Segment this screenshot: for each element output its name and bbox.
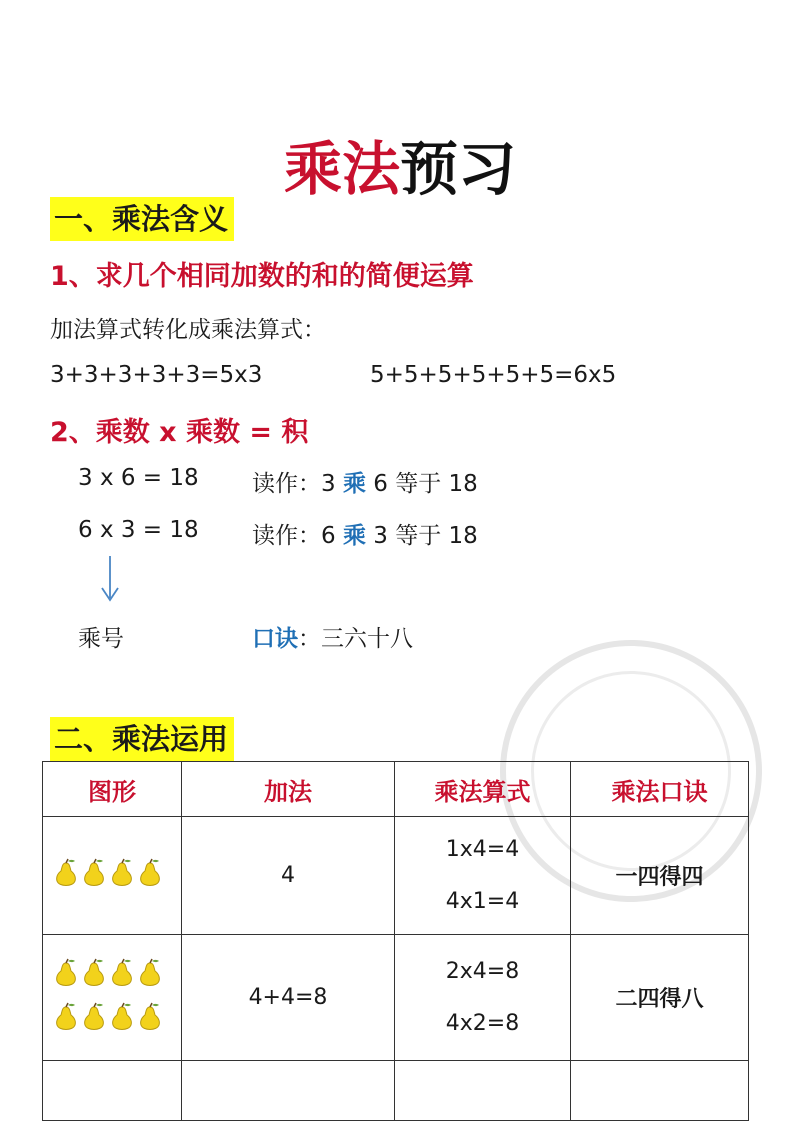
subheading-1: 1、求几个相同加数的和的简便运算 [50, 261, 474, 292]
pear-icon [109, 958, 135, 988]
pear-icon [137, 958, 163, 988]
pear-icon [109, 1002, 135, 1032]
multiplication-sign-label: 乘号 [78, 626, 124, 652]
table-header-row [43, 762, 749, 817]
example-right: 5+5+5+5+5+5=6x5 [370, 362, 617, 388]
header-figure: 图形 [43, 762, 182, 817]
page-title: 乘法预习 [283, 135, 517, 203]
equation-2: 6 x 3 = 18 [78, 517, 199, 543]
header-multiplication: 乘法算式 [395, 762, 571, 817]
pear-icon [53, 958, 79, 988]
koujue-line: 口诀：三六十八 [252, 626, 413, 652]
pear-icon [53, 1002, 79, 1032]
pear-icon [137, 1002, 163, 1032]
pear-icon [81, 858, 107, 888]
table-row [43, 817, 749, 935]
addition-cell: 4+4=8 [182, 935, 395, 1061]
multiplication-cell: 2x4=8 4x2=8 [395, 935, 571, 1061]
header-addition: 加法 [182, 762, 395, 817]
pear-icon [109, 858, 135, 888]
pear-icon [81, 1002, 107, 1032]
pear-figure-cell [43, 817, 182, 935]
reading-1: 读作：3 乘 6 等于 18 [252, 471, 478, 497]
multiplication-cell: 1x4=4 4x1=4 [395, 817, 571, 935]
multiplication-table [42, 761, 749, 1121]
header-koujue: 乘法口诀 [571, 762, 749, 817]
example-left: 3+3+3+3+3=5x3 [50, 362, 263, 388]
pear-icon [137, 858, 163, 888]
addition-cell: 4 [182, 817, 395, 935]
section2-heading: 二、乘法运用 [50, 717, 234, 761]
reading-2: 读作：6 乘 3 等于 18 [252, 523, 478, 549]
equation-1: 3 x 6 = 18 [78, 465, 199, 491]
pear-icon [53, 858, 79, 888]
pear-figure-cell [43, 1061, 182, 1121]
pear-figure-cell [43, 935, 182, 1061]
koujue-cell: 一四得四 [571, 817, 749, 935]
table-row [43, 935, 749, 1061]
pear-icon [81, 958, 107, 988]
subheading-2: 2、乘数 x 乘数 = 积 [50, 417, 309, 448]
convert-text: 加法算式转化成乘法算式： [50, 317, 326, 343]
section1-heading: 一、乘法含义 [50, 197, 234, 241]
table-row-partial [43, 1061, 749, 1121]
koujue-cell: 二四得八 [571, 935, 749, 1061]
arrow-down-icon [98, 554, 122, 604]
